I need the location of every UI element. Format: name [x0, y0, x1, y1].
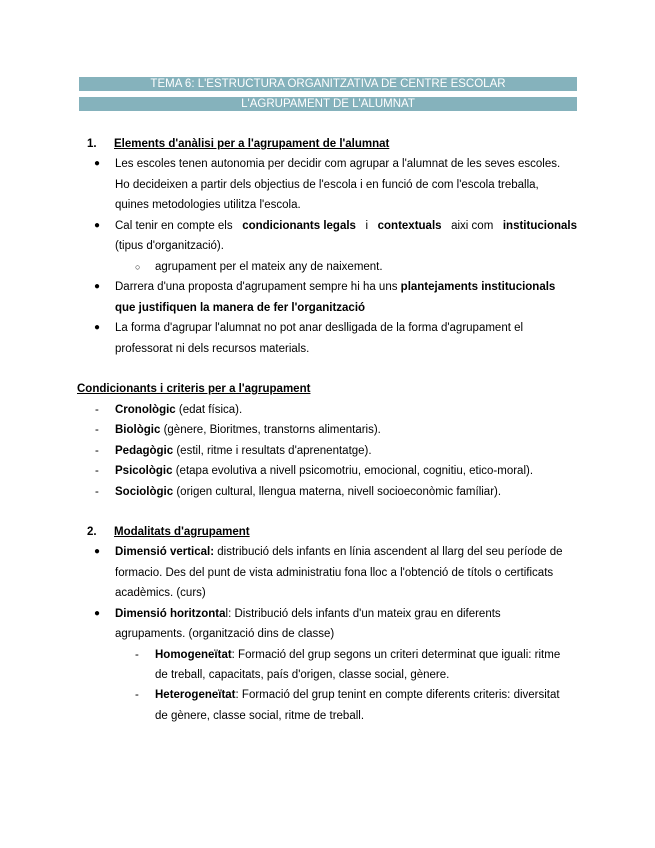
criteria-item [115, 443, 372, 459]
document-subtitle: L'AGRUPAMENT DE L'ALUMNAT [241, 98, 415, 110]
bullet-icon: ● [94, 322, 101, 333]
homogeneitat-line-1 [155, 647, 560, 663]
bullet-icon: ● [94, 546, 101, 557]
term-homogeneitat: Homogeneïtat [155, 649, 232, 661]
document-title: TEMA 6: L'ESTRUCTURA ORGANITZATIVA DE CENTRE ESCOLAR [150, 78, 506, 90]
heterogeneitat-line-1 [155, 687, 560, 703]
horizontal-line-1 [115, 606, 577, 622]
term-heterogeneitat: Heterogeneïtat [155, 689, 236, 701]
criteria-term: Psicològic [115, 465, 173, 477]
circle-bullet-icon: ○ [135, 262, 141, 272]
homogeneitat-line-2: de treball, capacitats, país d'origen, classe social, gènere. [155, 669, 450, 681]
section-1-bullet-1-line-1: Les escoles tenen autonomia per decidir com agrupar a l'alumnat de les seves escoles. [115, 158, 561, 170]
section-1-bullet-4-line-2: professorat ni dels recursos materials. [115, 343, 310, 355]
bullet-icon: ● [94, 281, 101, 292]
section-1-heading: Elements d'anàlisi per a l'agrupament de l'alumnat [114, 138, 390, 150]
criteria-desc: (etapa evolutiva a nivell psicomotriu, emocional, cognitiu, etico-moral). [172, 465, 534, 477]
bullet-icon: ● [94, 158, 101, 169]
section-1-number: 1. [87, 138, 97, 150]
dash-bullet-icon: - [95, 404, 99, 416]
vertical-line-3: acadèmics. (curs) [115, 587, 206, 599]
dash-bullet-icon: - [135, 689, 139, 701]
dash-bullet-icon: - [95, 445, 99, 457]
criteria-heading: Condicionants i criteris per a l'agrupament [77, 383, 311, 395]
term-dimensio-horitzontal: Dimensió horitzonta [115, 608, 226, 620]
section-2-number: 2. [87, 526, 97, 538]
heterogeneitat-line-2: de gènere, classe social, ritme de treball. [155, 710, 365, 722]
criteria-item [115, 422, 381, 438]
section-1-bullet-3-line-2: que justifiquen la manera de fer l'organització [115, 302, 366, 314]
criteria-desc: (gènere, Bioritmes, transtorns alimentaris). [160, 424, 381, 436]
bullet-icon: ● [94, 608, 101, 619]
text-segment: Darrera d'una proposta d'agrupament sempre hi ha uns [115, 281, 401, 293]
criteria-desc: (estil, ritme i resultats d'aprenentatge). [173, 445, 372, 457]
vertical-line-2: formacio. Des del punt de vista administratiu fona lloc a l'obtenció de títols o certificats [115, 567, 554, 579]
dash-bullet-icon: - [95, 424, 99, 436]
horizontal-text [115, 606, 501, 622]
section-1-sub-bullet: agrupament per el mateix any de naixement. [155, 261, 383, 273]
term-institucionals: institucionals [502, 220, 577, 232]
criteria-desc: (origen cultural, llengua materna, nivell socioeconòmic famíliar). [173, 486, 502, 498]
text-segment: i [365, 220, 369, 232]
section-1-bullet-2-line-2: (tipus d'organització). [115, 240, 224, 252]
text-segment: : Formació del grup segons un criteri determinat que iguali: ritme [231, 649, 561, 661]
bullet-icon: ● [94, 220, 101, 231]
section-1-bullet-1-line-3: quines metodologies utilitza l'escola. [115, 199, 301, 211]
section-1-bullet-4-line-1: La forma d'agrupar l'alumnat no pot anar deslligada de la forma d'agrupament el [115, 322, 524, 334]
term-dimensio-vertical: Dimensió vertical: [115, 546, 215, 558]
criteria-item [115, 463, 533, 479]
term-condicionants-legals: condicionants legals [242, 220, 356, 232]
criteria-desc: (edat física). [175, 404, 243, 416]
term-contextuals: contextuals [377, 220, 442, 232]
dash-bullet-icon: - [95, 465, 99, 477]
text-segment: Cal tenir en compte els [115, 220, 233, 232]
criteria-item [115, 402, 242, 418]
text-segment: : Formació del grup tenint en compte diferents criteris: diversitat [235, 689, 560, 701]
criteria-term: Biològic [115, 424, 161, 436]
horizontal-line-2: agrupaments. (organització dins de classe) [115, 628, 335, 640]
dash-bullet-icon: - [95, 486, 99, 498]
section-1-bullet-3-line-1 [115, 279, 555, 295]
dash-bullet-icon: - [135, 649, 139, 661]
term-plantejaments: plantejaments institucionals [400, 281, 556, 293]
title-banner-2 [79, 97, 577, 111]
section-2-heading: Modalitats d'agrupament [114, 526, 250, 538]
criteria-term: Sociològic [115, 486, 174, 498]
criteria-term: Cronològic [115, 404, 176, 416]
text-segment: aixi com [451, 220, 494, 232]
text-segment: l: Distribució dels infants d'un mateix grau en diferents [225, 608, 501, 620]
title-banner-1 [79, 77, 577, 91]
vertical-line-1 [115, 544, 563, 560]
text-segment: distribució dels infants en línia ascendent al llarg del seu període de [214, 546, 563, 558]
criteria-item [115, 484, 501, 500]
section-1-bullet-1-line-2: Ho decideixen a partir dels objectius de l'escola i en funció de com l'escola treballa, [115, 179, 539, 191]
section-1-bullet-2-line-1 [115, 218, 577, 234]
criteria-term: Pedagògic [115, 445, 174, 457]
